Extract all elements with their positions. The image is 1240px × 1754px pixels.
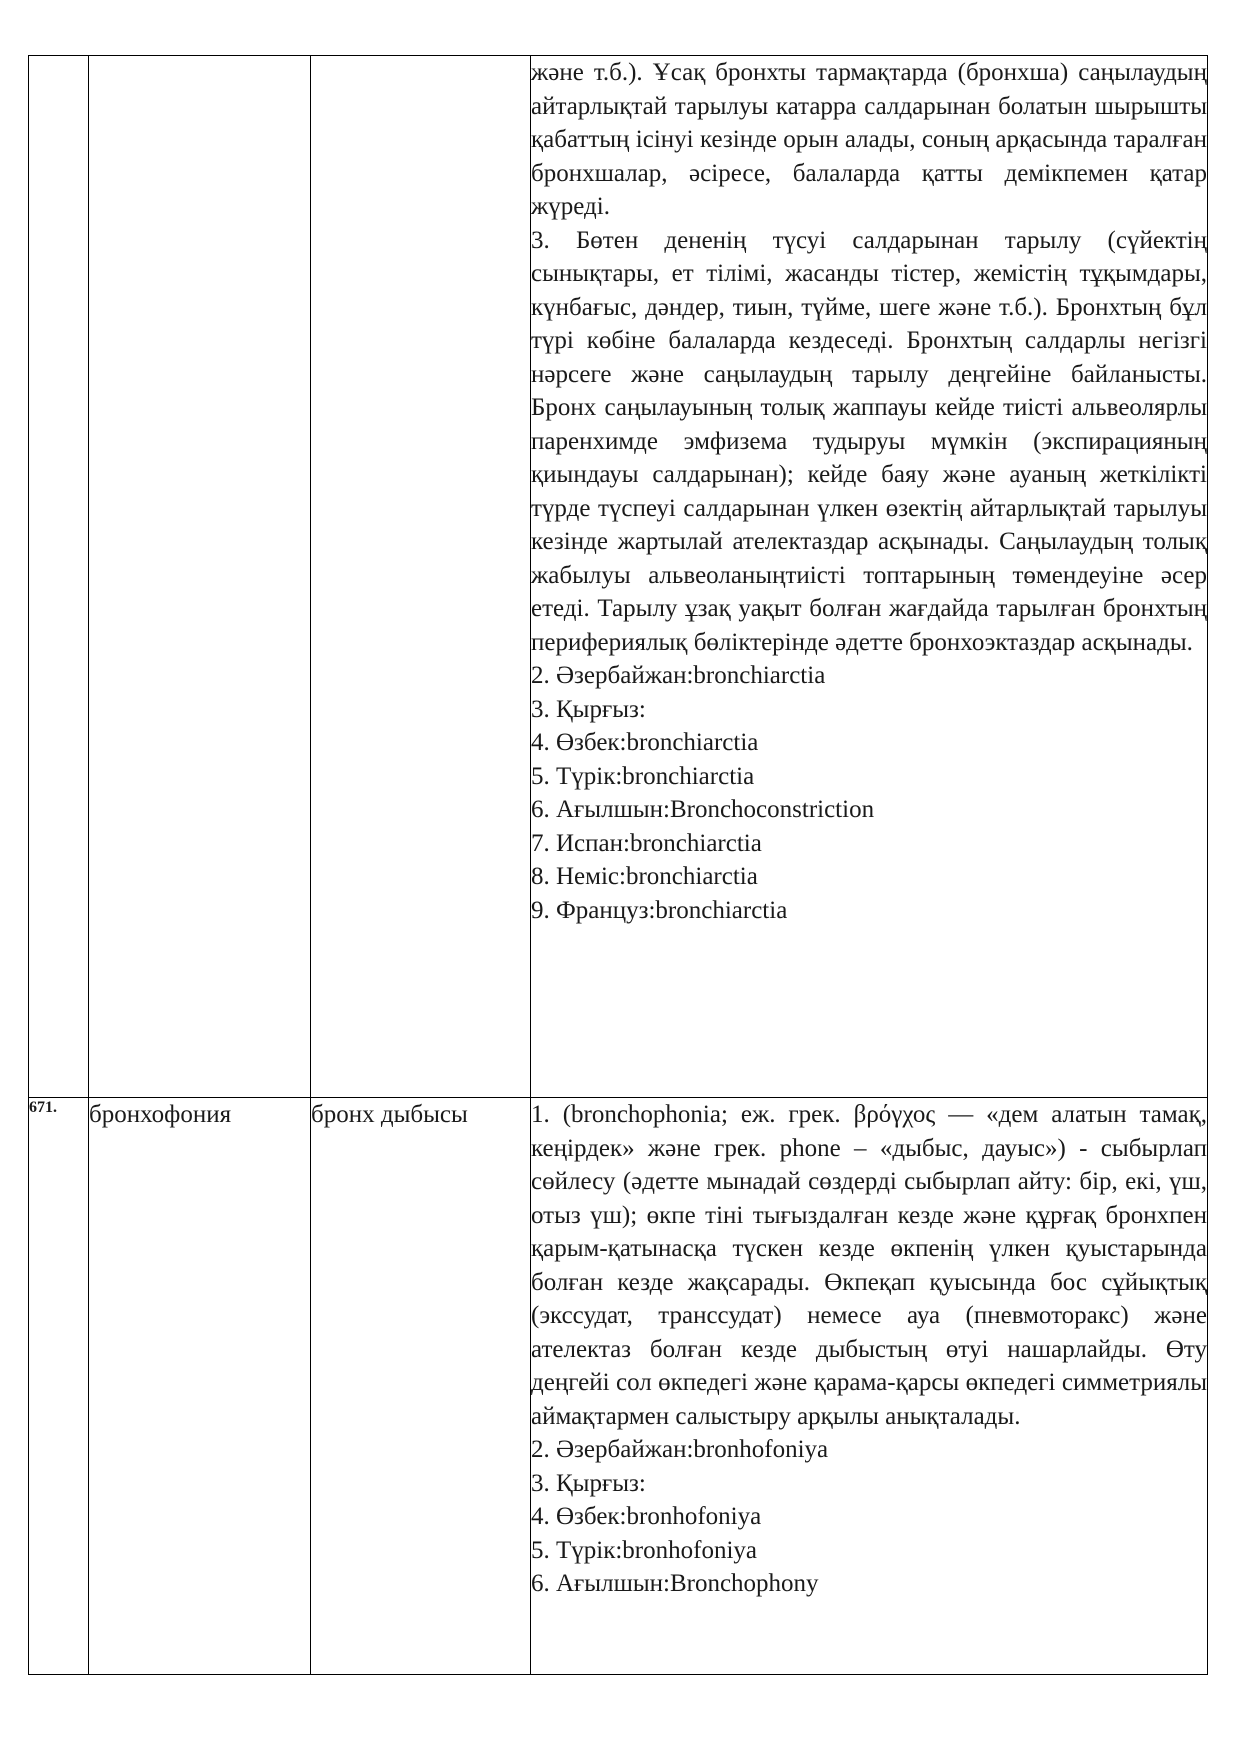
definition-paragraph: 1. (bronchophonia; еж. грек. βρόγχος — «дем алатын тамақ, кеңірдек» және грек. phone – «дыбыс, дауыс») - сыбырлап сөйлесу (әдетте мынадай сөздерді сыбырлап айту: бір, екі, үш, отыз үш); өкпе тіні тығыздалған кезде және құрғақ бронхпен қарым-қатынасқа түскен кезде өкпенің үлкен қуыстарында болған кезде жақсарады. Өкпеқап қуысында бос сұйықтық (экссудат, транссудат) немесе ауа (пневмоторакс) және ателектаз болған кезде дыбыстың өтуі нашарлайды. Өту деңгейі сол өкпедегі және қарама-қарсы өкпедегі симметриялы аймақтармен салыстыру арқылы анықталады. [531,1101,1207,1430]
translation-line: 3. Қырғыз: [531,695,646,723]
translation-line: 2. Әзербайжан:bronchiarctia [531,662,826,689]
translation-line: 6. Ағылшын:Bronchoconstriction [531,796,875,823]
entry-definition [531,56,1208,1098]
entry-term: бронхофония [89,1098,311,1675]
translation-line: 3. Қырғыз: [531,1469,646,1497]
translation-line: 6. Ағылшын:Bronchophony [531,1570,819,1597]
translation-line: 4. Өзбек:bronchiarctia [531,729,759,756]
entry-translation [311,56,531,1098]
entry-number: 671. [29,1098,89,1675]
dictionary-table [28,55,1208,1675]
definition-paragraph: 3. Бөтен дененің түсуі салдарынан тарылу (сүйектің сынықтары, ет тілімі, жасанды тістер, жемістің тұқымдары, күнбағыс, дәндер, тиын, түйме, шеге және т.б.). Бронхтың бұл түрі көбіне балаларда кездеседі. Бронхтың салдарлы негізгі нәрсеге және саңылаудың тарылу деңгейіне байланысты. Бронх саңылауының толық жаппауы кейде тиісті альвеолярлы паренхимде эмфизема тудыруы мүмкін (экспирацияның қиындауы салдарынан); кейде баяу және ауаның жеткілікті түрде түспеуі салдарынан үлкен өзектің айтарлықтай тарылуы кезінде жартылай ателектаздар асқынады. Саңылаудың толық жабылуы альвеоланыңтиісті топтарының төмендеуіне әсер етеді. Тарылу ұзақ уақыт болған жағдайда тарылған бронхтың перифериялық бөліктерінде әдетте бронхоэктаздар асқынады. [531,226,1207,656]
translation-line: 8. Неміс:bronchiarctia [531,863,758,890]
entry-definition [531,1098,1208,1675]
translation-line: 2. Әзербайжан:bronhofoniya [531,1436,829,1463]
entry-number [29,56,89,1098]
translation-line: 9. Француз:bronchiarctia [531,896,788,924]
definition-paragraph: және т.б.). Ұсақ бронхты тармақтарда (бронхша) саңылаудың айтарлықтай тарылуы катарра салдарынан болатын шырышты қабаттың ісінуі кезінде орын алады, соның арқасында таралған бронхшалар, әсіресе, балаларда қатты демікпемен қатар жүреді. [531,59,1207,220]
translation-line: 5. Түрік:bronchiarctia [531,762,755,790]
entry-translation: бронх дыбысы [311,1098,531,1675]
table-row [29,56,1208,1098]
translation-line: 5. Түрік:bronhofoniya [531,1536,758,1564]
entry-term [89,56,311,1098]
translation-line: 4. Өзбек:bronhofoniya [531,1503,762,1530]
translation-line: 7. Испан:bronchiarctia [531,829,762,857]
table-row [29,1098,1208,1675]
